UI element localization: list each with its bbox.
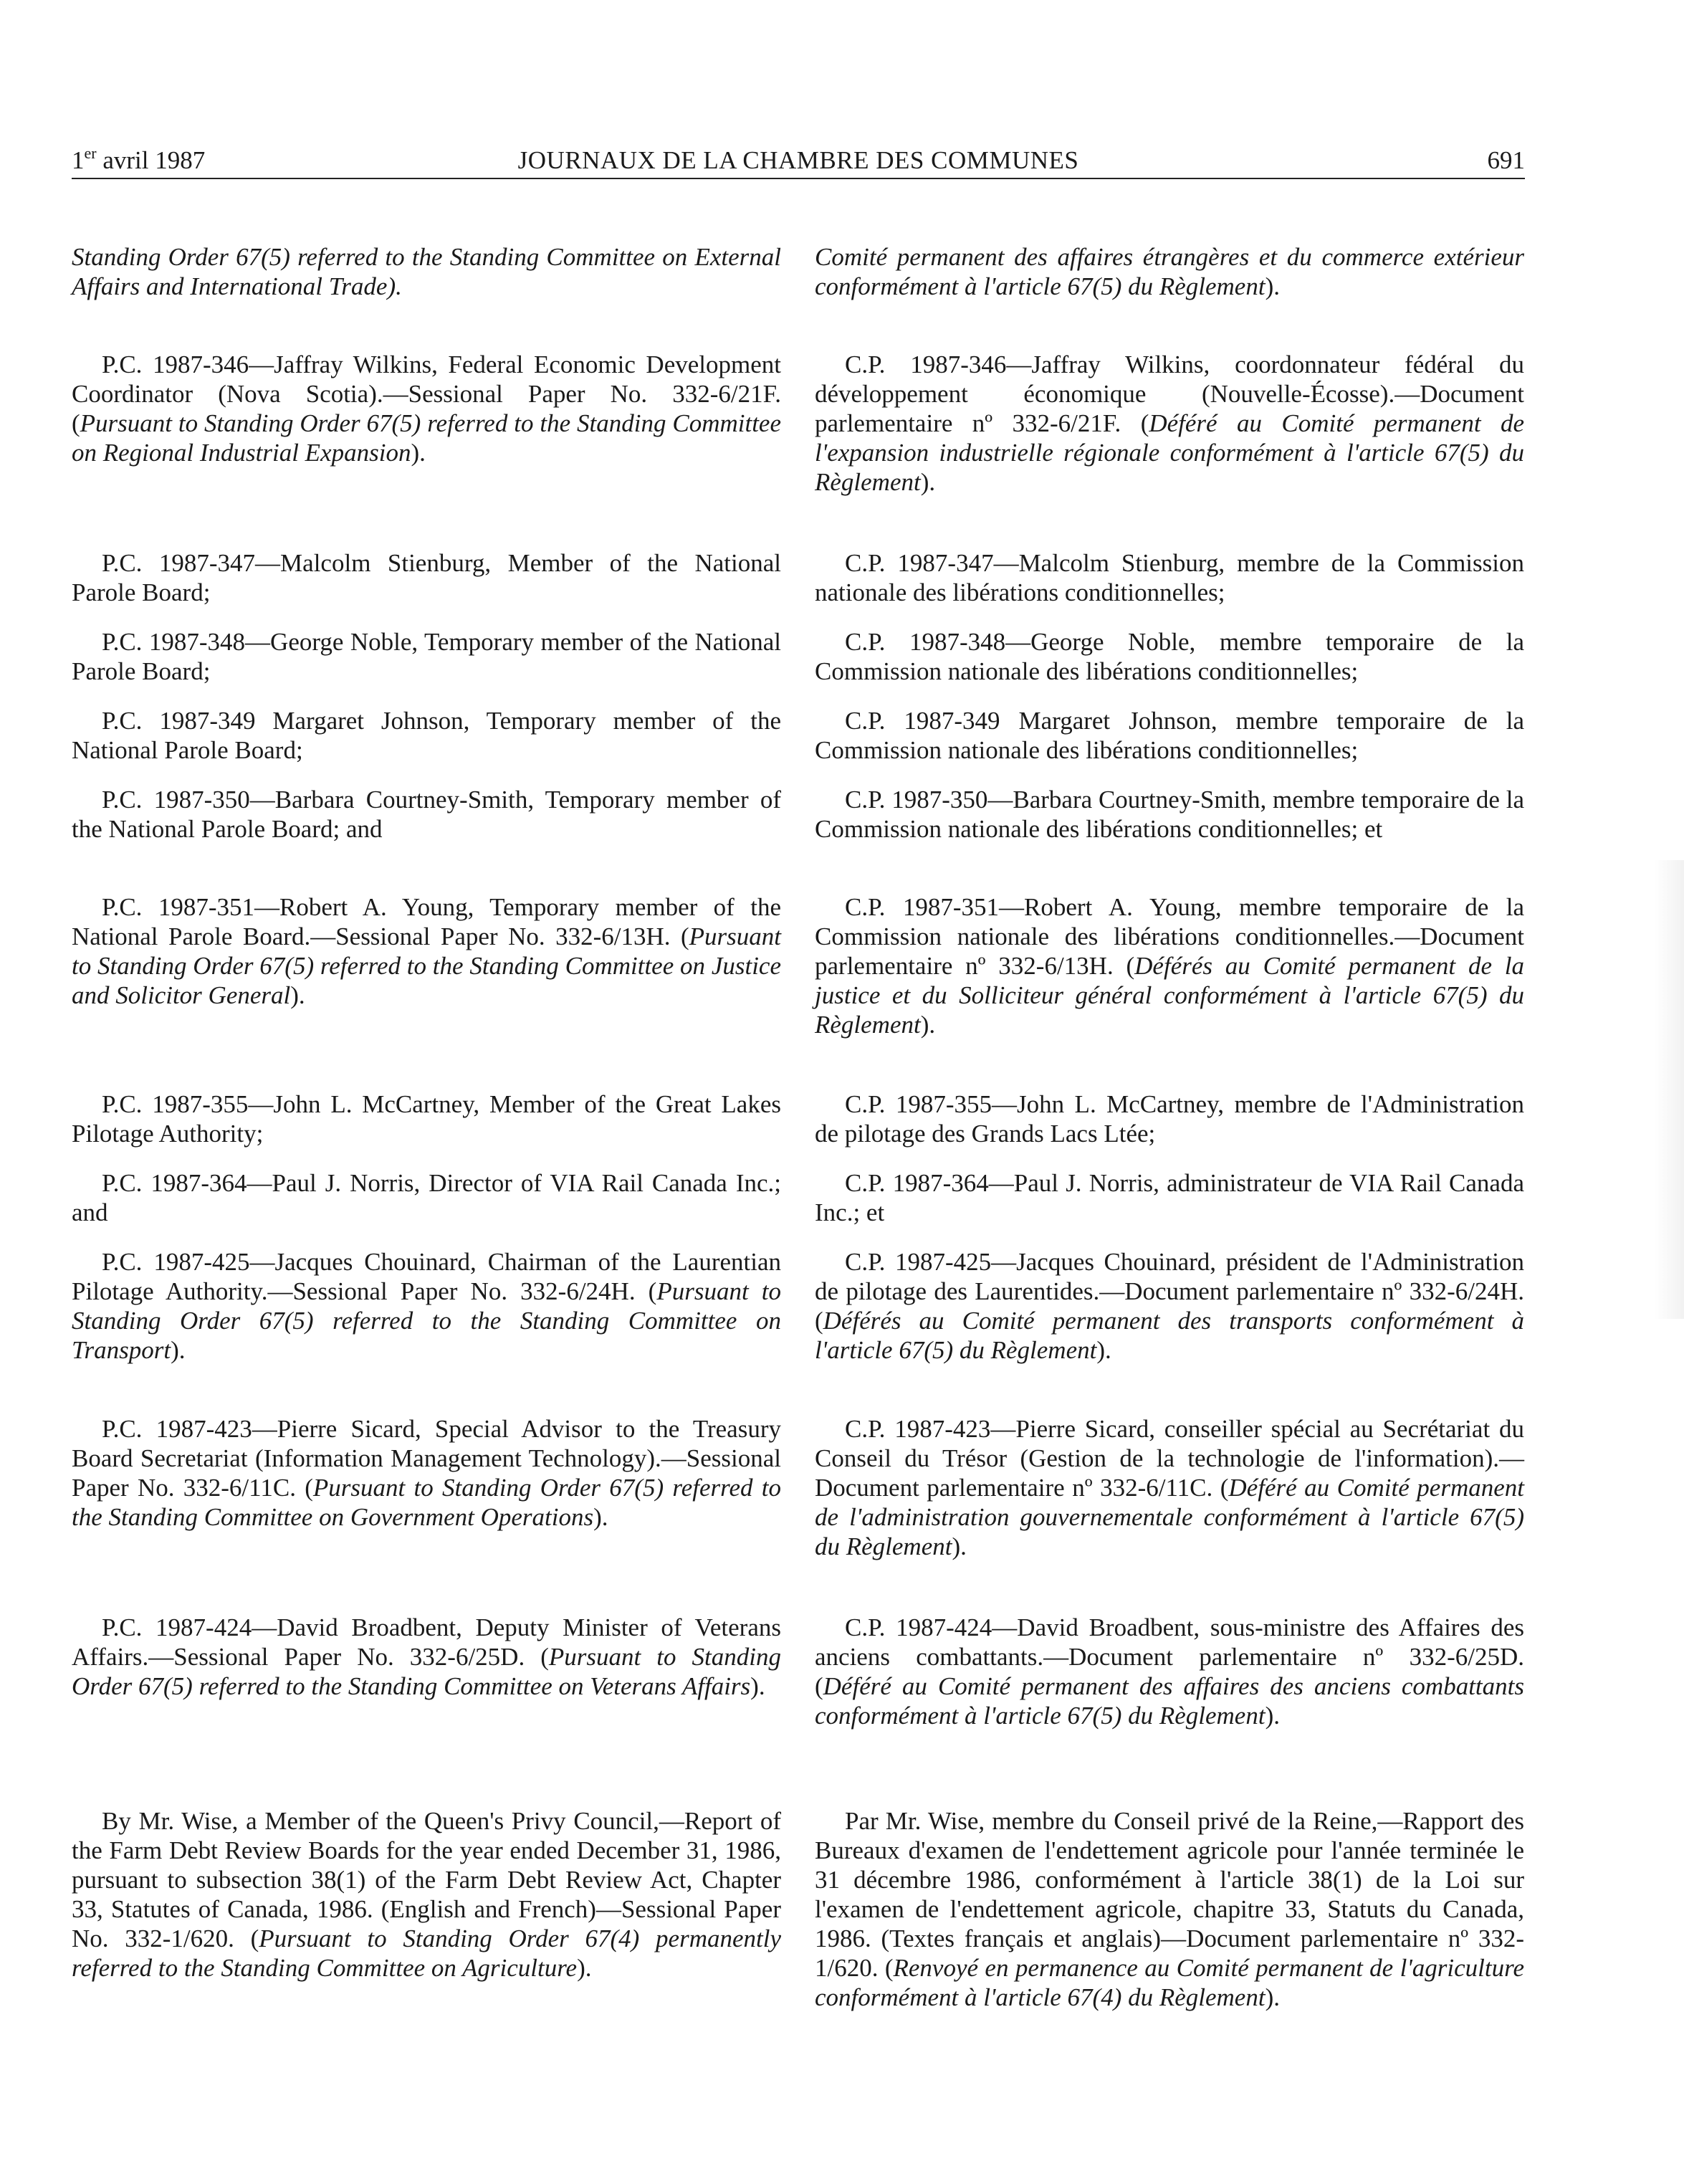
fr-entry-7-text: C.P. 1987-355—John L. McCartney, membre de l'Administration de pilotage des Grands Lacs Ltée; bbox=[815, 1090, 1524, 1148]
en-entry-3 bbox=[72, 627, 781, 686]
page-number: 691 bbox=[1487, 146, 1525, 174]
fr-entry-0 bbox=[815, 242, 1524, 301]
fr-entry-4 bbox=[815, 706, 1524, 765]
fr-entry-10-tail: ). bbox=[952, 1532, 967, 1560]
fr-entry-8 bbox=[815, 1168, 1524, 1227]
fr-entry-11-text: C.P. 1987-424—David Broadbent, sous-ministre des Affaires des anciens combattants.—Document parlementaire nº 332-6/25D. ( bbox=[815, 1613, 1524, 1700]
fr-entry-2-text: C.P. 1987-347—Malcolm Stienburg, membre de la Commission nationale des libérations conditionnelles; bbox=[815, 549, 1524, 606]
fr-entry-12-ref: Renvoyé en permanence au Comité permanent de l'agriculture conformément à l'article 67(4) du Règlement bbox=[815, 1954, 1524, 2011]
fr-entry-2 bbox=[815, 548, 1524, 607]
en-entry-9 bbox=[72, 1247, 781, 1365]
fr-entry-12-tail: ). bbox=[1265, 1983, 1280, 2011]
header-title: JOURNAUX DE LA CHAMBRE DES COMMUNES bbox=[517, 146, 1079, 174]
fr-entry-1-tail: ). bbox=[920, 468, 936, 496]
en-entry-9-tail: ). bbox=[171, 1336, 186, 1364]
en-entry-12-text: By Mr. Wise, a Member of the Queen's Privy Council,—Report of the Farm Debt Review Boards for the year ended December 31, 1986, pursuant to subsection 38(1) of the Farm Debt Review Act, Chapter 33, Statutes of Canada, 1986. (English and French)—Sessional Paper No. 332-1/620. ( bbox=[72, 1807, 781, 1952]
fr-entry-1 bbox=[815, 350, 1524, 497]
en-entry-5-text: P.C. 1987-350—Barbara Courtney-Smith, Temporary member of the National Parole Board; and bbox=[72, 786, 781, 843]
en-entry-2 bbox=[72, 548, 781, 607]
en-entry-11-text: P.C. 1987-424—David Broadbent, Deputy Minister of Veterans Affairs.—Sessional Paper No. 332-6/25D. ( bbox=[72, 1613, 781, 1671]
fr-entry-4-text: C.P. 1987-349 Margaret Johnson, membre temporaire de la Commission nationale des libérations conditionnelles; bbox=[815, 707, 1524, 764]
fr-entry-7 bbox=[815, 1089, 1524, 1148]
fr-entry-9 bbox=[815, 1247, 1524, 1365]
header-date-sup: er bbox=[84, 144, 97, 162]
en-entry-2-text: P.C. 1987-347—Malcolm Stienburg, Member of the National Parole Board; bbox=[72, 549, 781, 606]
fr-entry-10 bbox=[815, 1414, 1524, 1561]
fr-entry-1-ref: Déféré au Comité permanent de l'expansion industrielle régionale conformément à l'article 67(5) du Règlement bbox=[815, 409, 1524, 496]
en-entry-4 bbox=[72, 706, 781, 765]
fr-entry-0-ref: Comité permanent des affaires étrangères et du commerce extérieur conformément à l'article 67(5) du Règlement bbox=[815, 243, 1524, 300]
en-entry-8-text: P.C. 1987-364—Paul J. Norris, Director of VIA Rail Canada Inc.; and bbox=[72, 1169, 781, 1226]
fr-entry-9-text: C.P. 1987-425—Jacques Chouinard, président de l'Administration de pilotage des Laurentides.—Document parlementaire nº 332-6/24H. ( bbox=[815, 1248, 1524, 1335]
en-entry-12 bbox=[72, 1806, 781, 1983]
fr-entry-5-text: C.P. 1987-350—Barbara Courtney-Smith, membre temporaire de la Commission nationale des libérations conditionnelles; et bbox=[815, 786, 1524, 843]
en-entry-5 bbox=[72, 785, 781, 844]
en-entry-0-ref: Standing Order 67(5) referred to the Standing Committee on External Affairs and International Trade). bbox=[72, 243, 781, 300]
en-entry-9-text: P.C. 1987-425—Jacques Chouinard, Chairman of the Laurentian Pilotage Authority.—Sessional Paper No. 332-6/24H. ( bbox=[72, 1248, 781, 1305]
fr-entry-9-ref: Déférés au Comité permanent des transports conformément à l'article 67(5) du Règlement bbox=[815, 1307, 1524, 1364]
fr-entry-12 bbox=[815, 1806, 1524, 2012]
en-entry-11 bbox=[72, 1613, 781, 1701]
fr-entry-6-text: C.P. 1987-351—Robert A. Young, membre temporaire de la Commission nationale des libérations conditionnelles.—Document parlementaire nº 332-6/13H. ( bbox=[815, 893, 1524, 980]
en-entry-10-text: P.C. 1987-423—Pierre Sicard, Special Advisor to the Treasury Board Secretariat (Information Management Technology).—Sessional Paper No. 332-6/11C. ( bbox=[72, 1415, 781, 1502]
page-edge-shadow bbox=[1654, 860, 1684, 1319]
en-entry-0 bbox=[72, 242, 781, 301]
fr-entry-11-tail: ). bbox=[1265, 1702, 1280, 1730]
en-entry-1-ref: Pursuant to Standing Order 67(5) referred to the Standing Committee on Regional Industrial Expansion bbox=[72, 409, 781, 467]
en-entry-1-tail: ). bbox=[411, 439, 426, 467]
fr-entry-6 bbox=[815, 892, 1524, 1039]
en-entry-7 bbox=[72, 1089, 781, 1148]
fr-entry-11 bbox=[815, 1613, 1524, 1730]
en-entry-6-ref: Pursuant to Standing Order 67(5) referred to the Standing Committee on Justice and Solicitor General bbox=[72, 922, 781, 1009]
en-entry-11-tail: ). bbox=[750, 1672, 765, 1700]
en-entry-1 bbox=[72, 350, 781, 467]
en-entry-6-text: P.C. 1987-351—Robert A. Young, Temporary member of the National Parole Board.—Sessional Paper No. 332-6/13H. ( bbox=[72, 893, 781, 950]
en-entry-12-ref: Pursuant to Standing Order 67(4) permanently referred to the Standing Committee on Agriculture bbox=[72, 1925, 782, 1982]
fr-entry-3 bbox=[815, 627, 1524, 686]
fr-entry-8-text: C.P. 1987-364—Paul J. Norris, administrateur de VIA Rail Canada Inc.; et bbox=[815, 1169, 1524, 1226]
en-entry-4-text: P.C. 1987-349 Margaret Johnson, Temporary member of the National Parole Board; bbox=[72, 707, 781, 764]
en-entry-11-ref: Pursuant to Standing Order 67(5) referred to the Standing Committee on Veterans Affairs bbox=[72, 1643, 781, 1700]
en-entry-9-ref: Pursuant to Standing Order 67(5) referred to the Standing Committee on Transport bbox=[72, 1277, 781, 1364]
fr-entry-12-text: Par Mr. Wise, membre du Conseil privé de la Reine,—Rapport des Bureaux d'examen de l'endettement agricole pour l'année terminée le 31 décembre 1986, conformément à l'article 38(1) de la Loi sur l'examen de l'endettement agricole, chapitre 33, Statuts du Canada, 1986. (Textes français et anglais)—Document parlementaire nº 332-1/620. ( bbox=[815, 1807, 1524, 1982]
header-date-day: 1 bbox=[72, 146, 85, 174]
fr-entry-10-text: C.P. 1987-423—Pierre Sicard, conseiller spécial au Secrétariat du Conseil du Trésor (Gestion de la technologie de l'information).—Document parlementaire nº 332-6/11C. ( bbox=[815, 1415, 1524, 1502]
fr-entry-6-tail: ). bbox=[920, 1011, 936, 1039]
fr-entry-3-text: C.P. 1987-348—George Noble, membre temporaire de la Commission nationale des libérations conditionnelles; bbox=[815, 628, 1524, 685]
fr-entry-6-ref: Déférés au Comité permanent de la justice et du Solliciteur général conformément à l'article 67(5) du Règlement bbox=[815, 952, 1524, 1039]
fr-entry-11-ref: Déféré au Comité permanent des affaires des anciens combattants conformément à l'article 67(5) du Règlement bbox=[815, 1672, 1524, 1730]
header-date-rest: avril 1987 bbox=[96, 146, 206, 174]
page-header bbox=[72, 143, 1525, 179]
en-entry-10 bbox=[72, 1414, 781, 1532]
fr-entry-1-text: C.P. 1987-346—Jaffray Wilkins, coordonnateur fédéral du développement économique (Nouvelle-Écosse).—Document parlementaire nº 332-6/21F. ( bbox=[815, 351, 1524, 437]
en-entry-1-text: P.C. 1987-346—Jaffray Wilkins, Federal Economic Development Coordinator (Nova Scotia).—Sessional Paper No. 332-6/21F. ( bbox=[72, 351, 781, 437]
en-entry-10-ref: Pursuant to Standing Order 67(5) referred to the Standing Committee on Government Operations bbox=[72, 1474, 782, 1531]
en-entry-6 bbox=[72, 892, 781, 1010]
en-entry-8 bbox=[72, 1168, 781, 1227]
en-entry-12-tail: ). bbox=[577, 1954, 592, 1982]
fr-entry-5 bbox=[815, 785, 1524, 844]
en-entry-3-text: P.C. 1987-348—George Noble, Temporary member of the National Parole Board; bbox=[72, 628, 781, 685]
en-entry-10-tail: ). bbox=[593, 1503, 608, 1531]
fr-entry-0-tail: ). bbox=[1265, 272, 1280, 300]
en-entry-7-text: P.C. 1987-355—John L. McCartney, Member of the Great Lakes Pilotage Authority; bbox=[72, 1090, 781, 1148]
en-entry-6-tail: ). bbox=[290, 981, 305, 1009]
fr-entry-9-tail: ). bbox=[1096, 1336, 1111, 1364]
fr-entry-10-ref: Déféré au Comité permanent de l'administration gouvernementale conformément à l'article 67(5) du Règlement bbox=[815, 1474, 1524, 1560]
